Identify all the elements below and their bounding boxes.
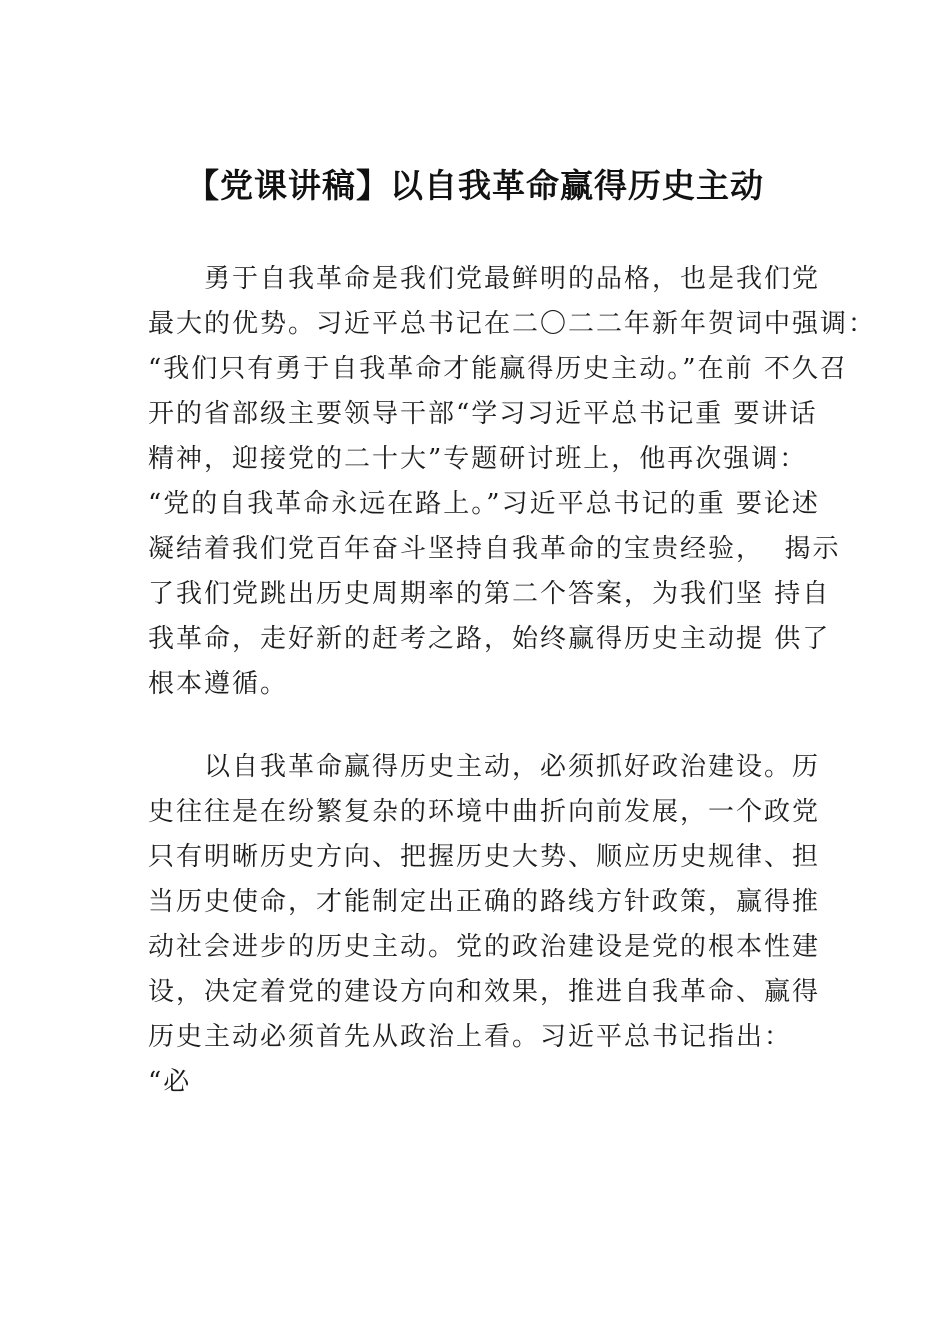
paragraph-line: 只有明晰历史方向、把握历史大势、顺应历史规律、担 — [148, 842, 821, 872]
paragraph-line: 历史主动必须首先从政治上看。习近平总书记指出： — [148, 1022, 793, 1052]
paragraph-line: 动社会进步的历史主动。党的政治建设是党的根本性建 — [148, 932, 821, 962]
paragraph-line: 史往往是在纷繁复杂的环境中曲折向前发展，一个政党 — [148, 797, 821, 827]
paragraph-line: 最大的优势。习近平总书记在二〇二二年新年贺词中强调： — [148, 309, 877, 339]
paragraph-line: 当历史使命，才能制定出正确的路线方针政策，赢得推 — [148, 887, 821, 917]
document-title: 【党课讲稿】以自我革命赢得历史主动 — [186, 166, 764, 205]
paragraph-line: “党的自我革命永远在路上。”习近平总书记的重 要论述 — [148, 489, 820, 519]
paragraph-line: 以自我革命赢得历史主动，必须抓好政治建设。历 — [148, 752, 821, 782]
paragraph-line: “必 — [148, 1067, 192, 1097]
paragraph-line: 根本遵循。 — [148, 669, 289, 699]
paragraph-line: 凝结着我们党百年奋斗坚持自我革命的宝贵经验， 揭示 — [148, 534, 841, 564]
paragraph-line: 了我们党跳出历史周期率的第二个答案，为我们坚 持自 — [148, 579, 831, 609]
paragraph-line: 设，决定着党的建设方向和效果，推进自我革命、赢得 — [148, 977, 821, 1007]
paragraph-2 — [148, 745, 838, 1105]
paragraph-line: 勇于自我革命是我们党最鲜明的品格，也是我们党 — [148, 264, 821, 294]
paragraph-line: 开的省部级主要领导干部“学习习近平总书记重 要讲话 — [148, 399, 818, 429]
paragraph-line: 精神，迎接党的二十大”专题研讨班上，他再次强调： — [148, 444, 808, 474]
paragraph-line: 我革命，走好新的赶考之路，始终赢得历史主动提 供了 — [148, 624, 831, 654]
paragraph-1 — [148, 257, 877, 707]
paragraph-line: “我们只有勇于自我革命才能赢得历史主动。”在前 不久召 — [148, 354, 848, 384]
